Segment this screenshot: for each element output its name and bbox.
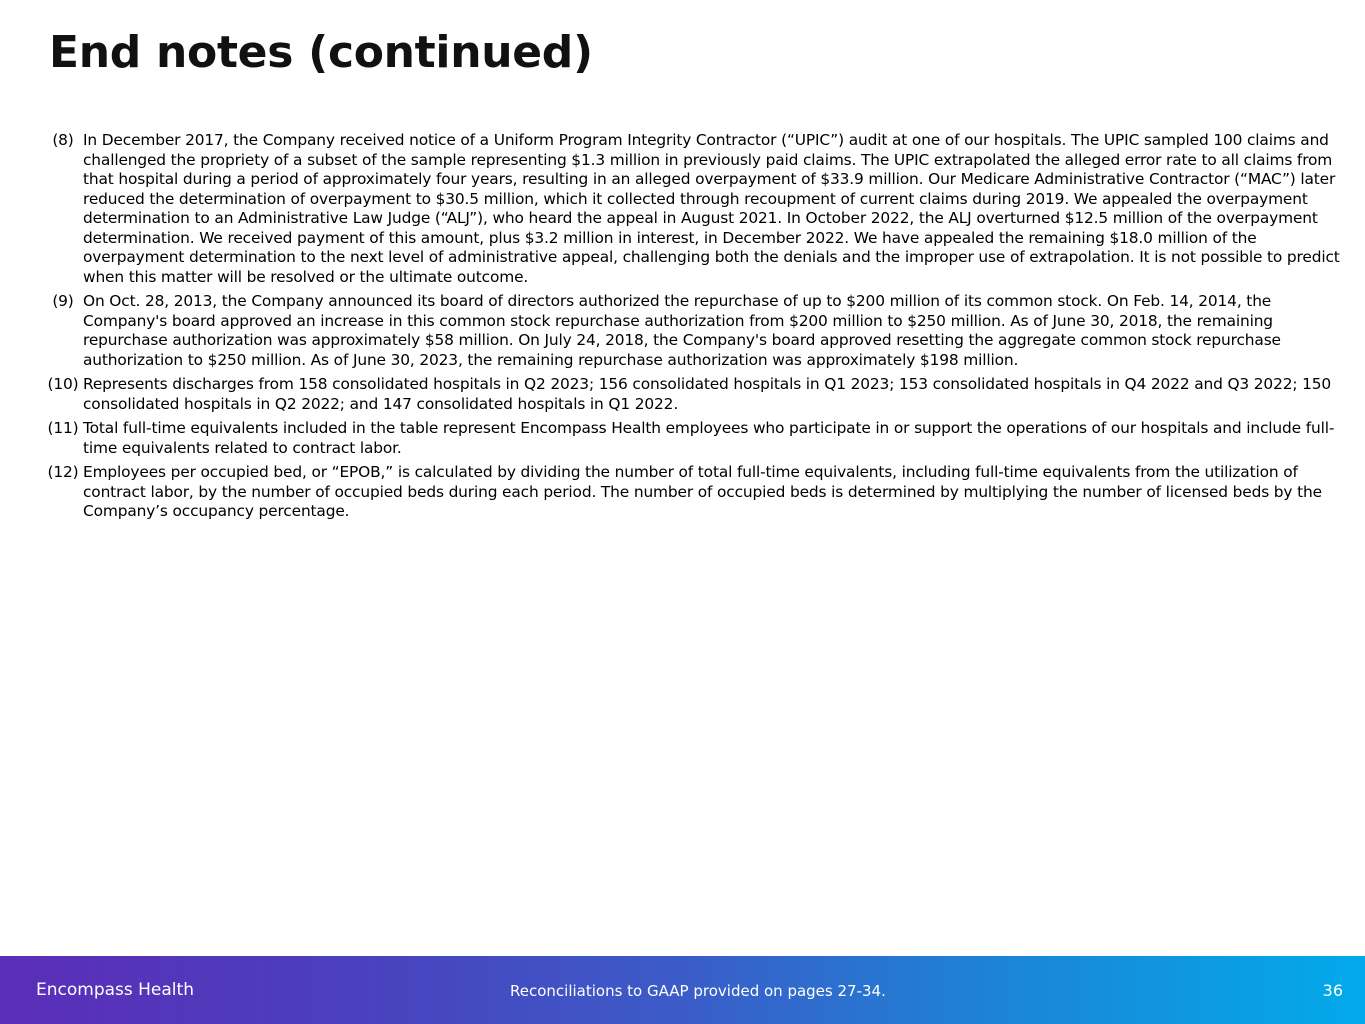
end-note-9 [36, 292, 1342, 370]
end-note-10 [36, 375, 1342, 414]
end-note-8 [36, 131, 1342, 287]
end-note-text: Represents discharges from 158 consolidated hospitals in Q2 2023; 156 consolidated hospitals in Q1 2023; 153 consolidated hospitals in Q4 2022 and Q3 2022; 150 consolidated hospitals in Q2 2022; and 147 consolidated hospitals in Q1 2022. [83, 375, 1332, 413]
end-note-text: Total full-time equivalents included in the table represent Encompass Health employees who participate in or support the operations of our hospitals and include full-time equivalents related to contract labor. [83, 419, 1335, 457]
end-note-text: On Oct. 28, 2013, the Company announced its board of directors authorized the repurchase of up to $200 million of its common stock. On Feb. 14, 2014, the Company's board approved an increase in this common stock repurchase authorization from $200 million to $250 million. As of June 30, 2018, the remaining repurchase authorization was approximately $58 million. On July 24, 2018, the Company's board approved resetting the aggregate common stock repurchase authorization to $250 million. As of June 30, 2023, the remaining repurchase authorization was approximately $198 million. [83, 292, 1281, 369]
end-note-number: (9) [52, 292, 74, 310]
footer-bar [0, 956, 1365, 1024]
end-note-number: (12) [47, 463, 79, 481]
end-note-12 [36, 463, 1342, 522]
end-note-text: Employees per occupied bed, or “EPOB,” is calculated by dividing the number of total full-time equivalents, including full-time equivalents from the utilization of contract labor, by the number of occupied beds during each period. The number of occupied beds is determined by multiplying the number of licensed beds by the Company’s occupancy percentage. [83, 463, 1322, 520]
end-note-number: (11) [47, 419, 79, 437]
page-number: 36 [1322, 981, 1343, 1000]
end-note-text: In December 2017, the Company received notice of a Uniform Program Integrity Contractor (“UPIC”) audit at one of our hospitals. The UPIC sampled 100 claims and challenged the propriety of a subset of the sample representing $1.3 million in previously paid claims. The UPIC extrapolated the alleged error rate to all claims from that hospital during a period of approximately four years, resulting in an alleged overpayment of $33.9 million. Our Medicare Administrative Contractor (“MAC”) later reduced the determination of overpayment to $30.5 million, which it collected through recoupment of current claims during 2019. We appealed the overpayment determination to an Administrative Law Judge (“ALJ”), who heard the appeal in August 2021. In October 2022, the ALJ overturned $12.5 million of the overpayment determination. We received payment of this amount, plus $3.2 million in interest, in December 2022. We have appealed the remaining $18.0 million of the overpayment determination to the next level of administrative appeal, challenging both the denials and the improper use of extrapolation. It is not possible to predict when this matter will be resolved or the ultimate outcome. [83, 131, 1340, 286]
page-title: End notes (continued) [49, 27, 593, 78]
end-note-11 [36, 419, 1342, 458]
end-note-number: (8) [52, 131, 74, 149]
end-notes-list [36, 131, 1342, 527]
end-note-number: (10) [47, 375, 79, 393]
footer-brand: Encompass Health [36, 980, 194, 1000]
footer-reconciliation-note: Reconciliations to GAAP provided on pages 27-34. [510, 982, 886, 1000]
